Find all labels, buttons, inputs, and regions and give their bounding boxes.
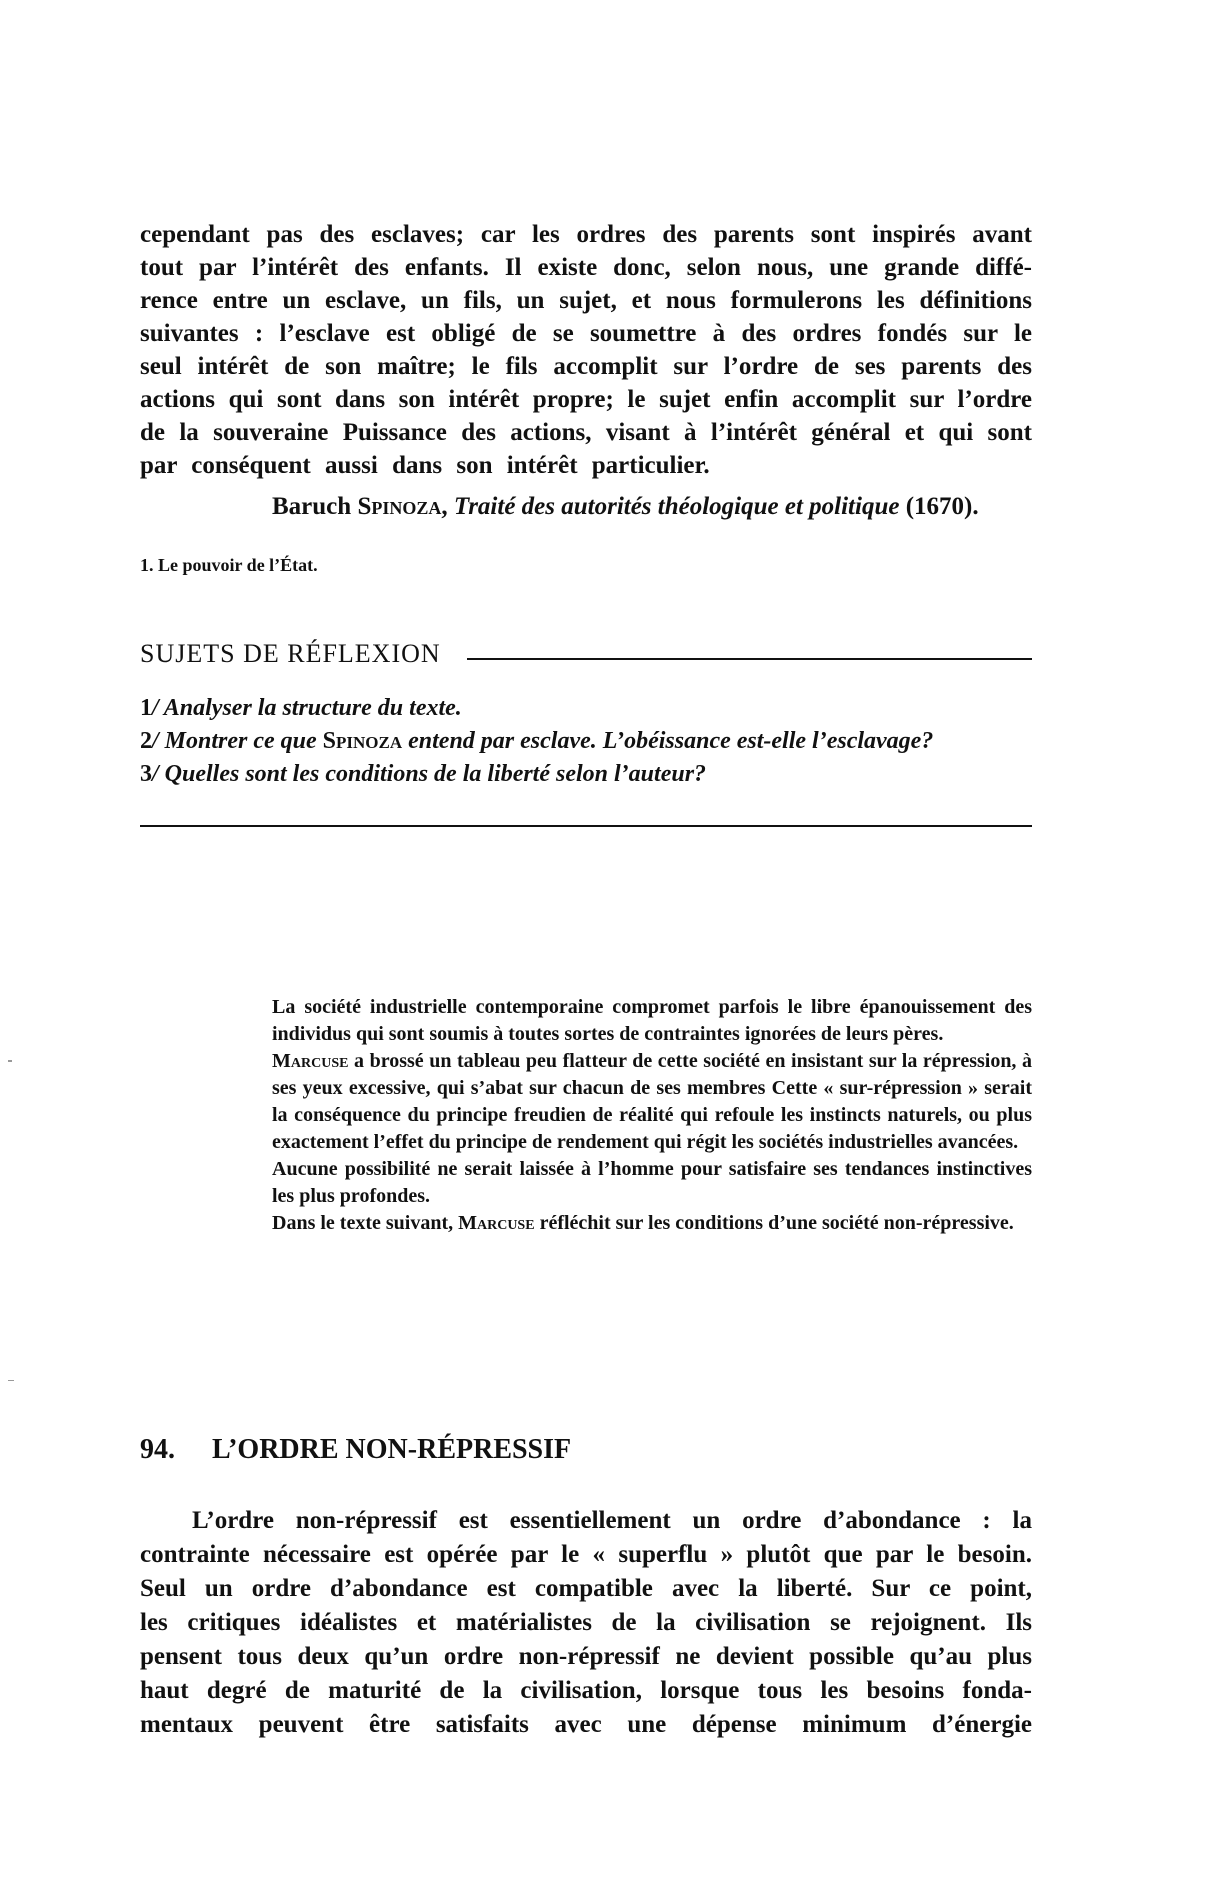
passage-line: seul intérêt de son maître; le fils accomplit sur l’ordre de ses parents des bbox=[140, 353, 1032, 380]
subjects-heading-label: SUJETS DE RÉFLEXION bbox=[140, 639, 441, 668]
work-year: (1670). bbox=[899, 493, 979, 520]
author-first-name: Baruch bbox=[272, 493, 358, 520]
body-line: haut degré de maturité de la civilisation, lorsque tous les besoins fonda- bbox=[140, 1677, 1032, 1704]
passage-line: de la souveraine Puissance des actions, visant à l’intérêt général et qui sont bbox=[140, 419, 1032, 446]
section-title-text: L’ORDRE NON-RÉPRESSIF bbox=[212, 1434, 572, 1465]
work-title: Traité des autorités théologique et politique bbox=[453, 493, 900, 520]
passage-line: suivantes : l’esclave est obligé de se soumettre à des ordres fondés sur le bbox=[140, 320, 1032, 347]
intro-author-name: Marcuse bbox=[272, 1050, 349, 1072]
question-text: / Analyser la structure du texte. bbox=[152, 695, 462, 721]
intro-paragraph bbox=[272, 1048, 1032, 1156]
body-line: mentaux peuvent être satisfaits avec une dépense minimum d’énergie bbox=[140, 1711, 1032, 1738]
question-number: 2 bbox=[140, 728, 152, 754]
attribution-separator: , bbox=[441, 493, 454, 520]
marcuse-passage bbox=[140, 1504, 1032, 1742]
marcuse-introduction bbox=[272, 994, 1032, 1237]
list-item bbox=[140, 725, 1032, 758]
intro-paragraph-text: réfléchit sur les conditions d’une société non-répressive. bbox=[534, 1212, 1014, 1234]
question-text: / Quelles sont les conditions de la liberté selon l’auteur? bbox=[152, 761, 707, 787]
question-number: 3 bbox=[140, 761, 152, 787]
passage-line: cependant pas des esclaves; car les ordres des parents sont inspirés avant bbox=[140, 221, 1032, 248]
intro-author-name: Marcuse bbox=[458, 1212, 535, 1234]
margin-mark bbox=[8, 1060, 12, 1062]
attribution bbox=[272, 490, 1042, 523]
list-item bbox=[140, 692, 1032, 725]
body-line: contrainte nécessaire est opérée par le « superflu » plutôt que par le besoin. bbox=[140, 1541, 1032, 1568]
heading-rule bbox=[467, 658, 1032, 660]
question-text: entend par esclave. L’obéissance est-elle l’esclavage? bbox=[402, 728, 934, 754]
spinoza-passage bbox=[140, 218, 1032, 482]
author-name: Spinoza bbox=[357, 493, 442, 520]
question-author-name: Spinoza bbox=[322, 728, 403, 754]
intro-paragraph bbox=[272, 1210, 1032, 1237]
body-line: les critiques idéalistes et matérialistes de la civilisation se rejoignent. Ils bbox=[140, 1609, 1032, 1636]
intro-paragraph-text: Dans le texte suivant, bbox=[272, 1212, 459, 1234]
footnote: 1. Le pouvoir de l’État. bbox=[140, 555, 318, 575]
section-title bbox=[140, 1432, 571, 1468]
subjects-heading bbox=[140, 636, 1032, 672]
section-divider bbox=[140, 825, 1032, 827]
body-line: Seul un ordre d’abondance est compatible avec la liberté. Sur ce point, bbox=[140, 1575, 1032, 1602]
intro-paragraph: Aucune possibilité ne serait laissée à l’homme pour satisfaire ses tendances instinctives les plus profondes. bbox=[272, 1158, 1032, 1207]
section-number: 94. bbox=[140, 1434, 175, 1465]
passage-last-line: par conséquent aussi dans son intérêt particulier. bbox=[140, 452, 710, 479]
intro-paragraph: La société industrielle contemporaine compromet parfois le libre épanouissement des individus qui sont soumis à toutes sortes de contraintes ignorées de leurs pères. bbox=[272, 996, 1032, 1045]
passage-line: actions qui sont dans son intérêt propre; le sujet enfin accomplit sur l’ordre bbox=[140, 386, 1032, 413]
list-item bbox=[140, 758, 1032, 791]
passage-line: tout par l’intérêt des enfants. Il existe donc, selon nous, une grande diffé- bbox=[140, 254, 1032, 281]
margin-mark bbox=[8, 1380, 14, 1381]
passage-line: rence entre un esclave, un fils, un sujet, et nous formulerons les définitions bbox=[140, 287, 1032, 314]
body-line: L’ordre non-répressif est essentiellement un ordre d’abondance : la bbox=[192, 1507, 1032, 1534]
question-text: / Montrer ce que bbox=[152, 728, 323, 754]
body-line: pensent tous deux qu’un ordre non-répressif ne devient possible qu’au plus bbox=[140, 1643, 1032, 1670]
subjects-list bbox=[140, 692, 1032, 791]
intro-paragraph-text: a brossé un tableau peu flatteur de cette société en insistant sur la répression, à ses yeux excessive, qui s’abat sur chacun de ses membres Cette « sur-répression » serait la conséquence du principe freudien de réalité qui refoule les instincts naturels, ou plus exactement l’effet du principe de rendement qui régit les sociétés industrielles avancées. bbox=[272, 1050, 1032, 1153]
question-number: 1 bbox=[140, 695, 152, 721]
